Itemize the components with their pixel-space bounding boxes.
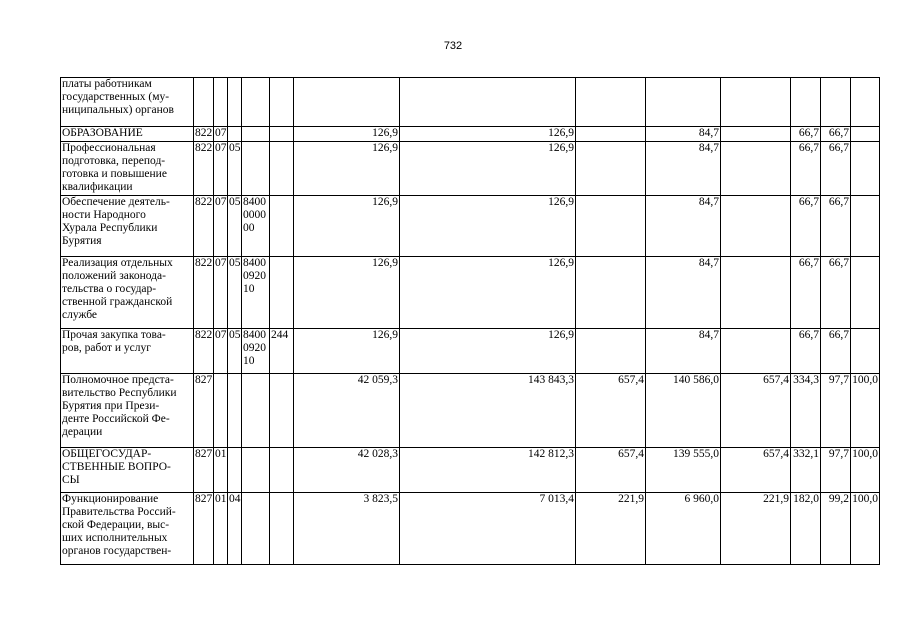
budget-table <box>60 77 880 565</box>
percent-1-cell: 97,7 <box>821 374 851 448</box>
amount-5-cell: 221,9 <box>721 493 791 565</box>
code-subsection-cell: 05 <box>228 142 242 196</box>
row-name-cell: ОБЩЕГОСУДАР- СТВЕННЫЕ ВОПРО- СЫ <box>61 448 194 493</box>
row-name-cell: Профессиональная подготовка, перепод- готовка и повышение квалификации <box>61 142 194 196</box>
amount-4-cell: 84,7 <box>646 196 721 257</box>
amount-2-cell: 126,9 <box>400 257 576 329</box>
amount-3-cell <box>576 196 646 257</box>
percent-2-cell <box>851 127 880 142</box>
code-target-cell: 8400 0920 10 <box>242 257 270 329</box>
amount-3-cell: 221,9 <box>576 493 646 565</box>
amount-6-cell: 334,3 <box>791 374 821 448</box>
code-subsection-cell <box>228 127 242 142</box>
row-name-cell: Обеспечение деятель- ности Народного Хурала Республики Бурятия <box>61 196 194 257</box>
row-name-cell: Прочая закупка това- ров, работ и услуг <box>61 329 194 374</box>
amount-6-cell: 332,1 <box>791 448 821 493</box>
percent-1-cell: 66,7 <box>821 329 851 374</box>
percent-2-cell <box>851 142 880 196</box>
percent-1-cell <box>821 78 851 127</box>
code-admin-cell: 827 <box>194 493 214 565</box>
amount-6-cell: 66,7 <box>791 142 821 196</box>
code-expense-type-cell <box>270 374 294 448</box>
amount-2-cell: 126,9 <box>400 142 576 196</box>
code-section-cell: 07 <box>214 127 228 142</box>
percent-2-cell <box>851 78 880 127</box>
code-subsection-cell <box>228 374 242 448</box>
code-target-cell <box>242 142 270 196</box>
table-row <box>61 127 880 142</box>
amount-4-cell: 84,7 <box>646 257 721 329</box>
table-row <box>61 493 880 565</box>
code-target-cell: 8400 0920 10 <box>242 329 270 374</box>
amount-1-cell: 126,9 <box>294 329 400 374</box>
code-section-cell <box>214 78 228 127</box>
percent-2-cell <box>851 329 880 374</box>
amount-3-cell: 657,4 <box>576 374 646 448</box>
code-admin-cell: 827 <box>194 374 214 448</box>
code-subsection-cell: 05 <box>228 196 242 257</box>
amount-4-cell: 84,7 <box>646 142 721 196</box>
amount-6-cell <box>791 78 821 127</box>
amount-4-cell: 84,7 <box>646 127 721 142</box>
code-admin-cell: 827 <box>194 448 214 493</box>
percent-2-cell: 100,0 <box>851 374 880 448</box>
percent-1-cell: 99,2 <box>821 493 851 565</box>
code-target-cell: 8400 0000 00 <box>242 196 270 257</box>
code-admin-cell <box>194 78 214 127</box>
amount-3-cell: 657,4 <box>576 448 646 493</box>
amount-4-cell: 84,7 <box>646 329 721 374</box>
amount-3-cell <box>576 78 646 127</box>
percent-2-cell <box>851 196 880 257</box>
amount-2-cell: 126,9 <box>400 127 576 142</box>
table-row <box>61 374 880 448</box>
table-row <box>61 448 880 493</box>
table-row <box>61 142 880 196</box>
amount-6-cell: 182,0 <box>791 493 821 565</box>
amount-3-cell <box>576 329 646 374</box>
code-section-cell: 07 <box>214 142 228 196</box>
code-target-cell <box>242 448 270 493</box>
code-expense-type-cell <box>270 142 294 196</box>
code-section-cell <box>214 374 228 448</box>
code-expense-type-cell <box>270 78 294 127</box>
row-name-cell: Функционирование Правительства Россий- ской Федерации, выс- ших исполнительных органов государствен- <box>61 493 194 565</box>
amount-5-cell: 657,4 <box>721 374 791 448</box>
amount-5-cell: 657,4 <box>721 448 791 493</box>
table-row <box>61 196 880 257</box>
amount-5-cell <box>721 142 791 196</box>
code-expense-type-cell <box>270 127 294 142</box>
amount-2-cell: 143 843,3 <box>400 374 576 448</box>
code-admin-cell: 822 <box>194 142 214 196</box>
amount-1-cell: 126,9 <box>294 257 400 329</box>
code-section-cell: 07 <box>214 196 228 257</box>
amount-6-cell: 66,7 <box>791 329 821 374</box>
code-expense-type-cell <box>270 196 294 257</box>
code-section-cell: 07 <box>214 329 228 374</box>
percent-1-cell: 66,7 <box>821 127 851 142</box>
amount-2-cell <box>400 78 576 127</box>
amount-2-cell: 126,9 <box>400 196 576 257</box>
table-row <box>61 329 880 374</box>
amount-4-cell: 140 586,0 <box>646 374 721 448</box>
amount-1-cell: 126,9 <box>294 196 400 257</box>
code-expense-type-cell <box>270 257 294 329</box>
page-number: 732 <box>443 40 463 52</box>
code-expense-type-cell <box>270 493 294 565</box>
amount-6-cell: 66,7 <box>791 127 821 142</box>
table-row <box>61 78 880 127</box>
code-subsection-cell: 04 <box>228 493 242 565</box>
percent-1-cell: 97,7 <box>821 448 851 493</box>
amount-3-cell <box>576 257 646 329</box>
code-target-cell <box>242 374 270 448</box>
code-admin-cell: 822 <box>194 329 214 374</box>
amount-1-cell: 126,9 <box>294 127 400 142</box>
code-section-cell: 01 <box>214 493 228 565</box>
row-name-cell: платы работникам государственных (му- ниципальных) органов <box>61 78 194 127</box>
row-name-cell: ОБРАЗОВАНИЕ <box>61 127 194 142</box>
percent-1-cell: 66,7 <box>821 196 851 257</box>
amount-1-cell: 126,9 <box>294 142 400 196</box>
code-subsection-cell <box>228 78 242 127</box>
amount-1-cell: 42 059,3 <box>294 374 400 448</box>
code-target-cell <box>242 78 270 127</box>
code-target-cell <box>242 493 270 565</box>
code-subsection-cell <box>228 448 242 493</box>
table-row <box>61 257 880 329</box>
amount-4-cell: 6 960,0 <box>646 493 721 565</box>
code-admin-cell: 822 <box>194 127 214 142</box>
amount-4-cell <box>646 78 721 127</box>
code-subsection-cell: 05 <box>228 257 242 329</box>
amount-1-cell: 3 823,5 <box>294 493 400 565</box>
amount-2-cell: 126,9 <box>400 329 576 374</box>
row-name-cell: Реализация отдельных положений законода- тельства о государ- ственной гражданской службе <box>61 257 194 329</box>
amount-3-cell <box>576 142 646 196</box>
percent-1-cell: 66,7 <box>821 142 851 196</box>
code-expense-type-cell <box>270 448 294 493</box>
amount-5-cell <box>721 329 791 374</box>
code-target-cell <box>242 127 270 142</box>
code-admin-cell: 822 <box>194 257 214 329</box>
amount-6-cell: 66,7 <box>791 257 821 329</box>
amount-5-cell <box>721 257 791 329</box>
code-subsection-cell: 05 <box>228 329 242 374</box>
percent-1-cell: 66,7 <box>821 257 851 329</box>
code-admin-cell: 822 <box>194 196 214 257</box>
amount-2-cell: 142 812,3 <box>400 448 576 493</box>
amount-4-cell: 139 555,0 <box>646 448 721 493</box>
amount-1-cell: 42 028,3 <box>294 448 400 493</box>
amount-5-cell <box>721 78 791 127</box>
row-name-cell: Полномочное предста- вительство Республики Бурятия при Прези- денте Российской Фе- дерации <box>61 374 194 448</box>
amount-1-cell <box>294 78 400 127</box>
amount-5-cell <box>721 196 791 257</box>
percent-2-cell: 100,0 <box>851 493 880 565</box>
amount-5-cell <box>721 127 791 142</box>
amount-3-cell <box>576 127 646 142</box>
percent-2-cell <box>851 257 880 329</box>
code-section-cell: 07 <box>214 257 228 329</box>
amount-2-cell: 7 013,4 <box>400 493 576 565</box>
code-section-cell: 01 <box>214 448 228 493</box>
percent-2-cell: 100,0 <box>851 448 880 493</box>
amount-6-cell: 66,7 <box>791 196 821 257</box>
code-expense-type-cell: 244 <box>270 329 294 374</box>
